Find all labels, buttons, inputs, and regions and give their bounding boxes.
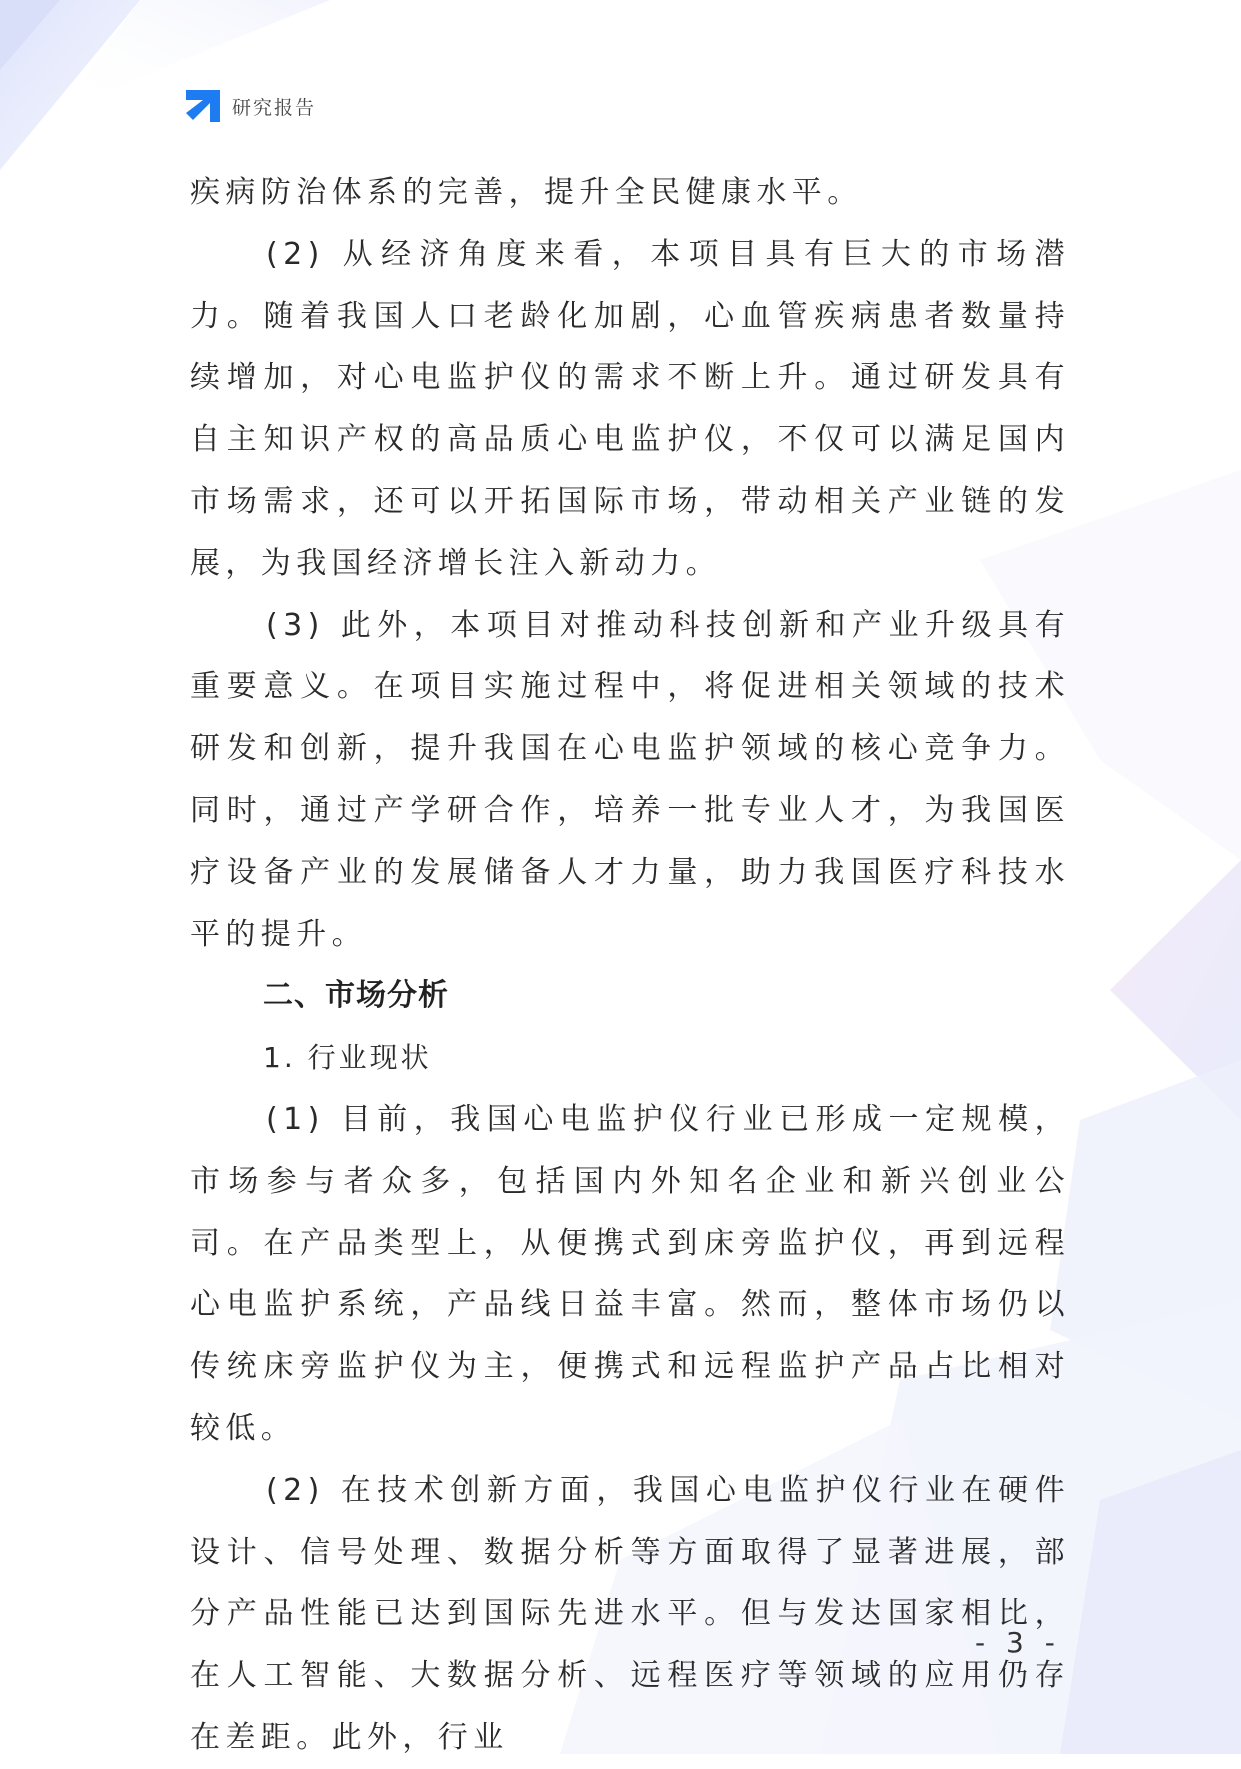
paragraph-tech-innovation: (2) 在技术创新方面，我国心电监护仪行业在硬件设计、信号处理、数据分析等方面取得了显著进展，部分产品性能已达到国际先进水平。但与发达国家相比，在人工智能、大数据分析、远程医疗等领域的应用仍存在差距。此外，行业 (190, 1472, 1070, 1755)
paragraph-continued: 疾病防治体系的完善，提升全民健康水平。 (190, 175, 863, 210)
paragraph-economic: (2) 从经济角度来看，本项目具有巨大的市场潜力。随着我国人口老龄化加剧，心血管疾病患者数量持续增加，对心电监护仪的需求不断上升。通过研发具有自主知识产权的高品质心电监护仪，不仅可以满足国内市场需求，还可以开拓国际市场，带动相关产业链的发展，为我国经济增长注入新动力。 (190, 236, 1070, 581)
paragraph-industry-scale: (1) 目前，我国心电监护仪行业已形成一定规模，市场参与者众多，包括国内外知名企业和新兴创业公司。在产品类型上，从便携式到床旁监护仪，再到远程心电监护系统，产品线日益丰富。然而，整体市场仍以传统床旁监护仪为主，便携式和远程监护产品占比相对较低。 (190, 1101, 1070, 1446)
header-title: 研究报告 (232, 96, 317, 119)
section-subheading: 1. 行业现状 (263, 1041, 432, 1075)
document-body (190, 162, 1070, 1769)
arrow-logo-icon (186, 90, 220, 122)
page-number: - 3 - (975, 1626, 1061, 1659)
report-header (186, 88, 316, 124)
paragraph-innovation: (3) 此外，本项目对推动科技创新和产业升级具有重要意义。在项目实施过程中，将促进相关领域的技术研发和创新，提升我国在心电监护领域的核心竞争力。同时，通过产学研合作，培养一批专业人才，为我国医疗设备产业的发展储备人才力量，助力我国医疗科技水平的提升。 (190, 607, 1070, 952)
section-heading: 二、市场分析 (263, 978, 449, 1014)
